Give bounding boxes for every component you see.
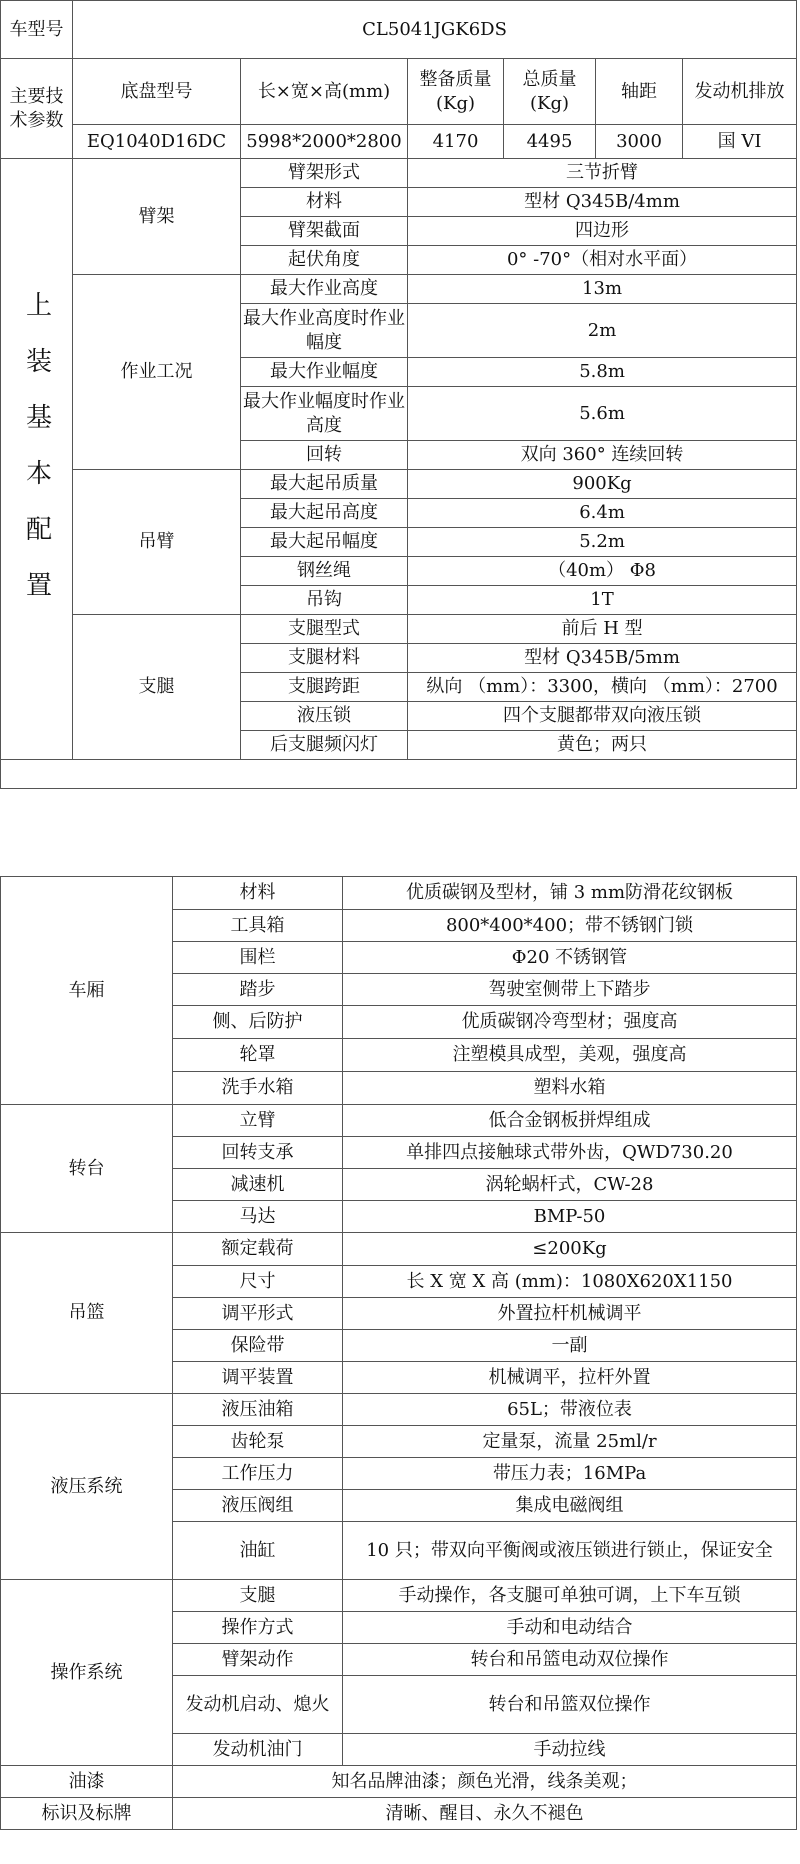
spec-key: 液压油箱 — [173, 1394, 343, 1426]
value-emission: 国 VI — [683, 125, 797, 159]
col-header-chassis: 底盘型号 — [73, 59, 241, 125]
spec-value: 型材 Q345B/5mm — [408, 644, 797, 673]
spec-value: 2m — [408, 304, 797, 358]
spec-value: 转台和吊篮电动双位操作 — [343, 1644, 797, 1676]
spec-key: 马达 — [173, 1201, 343, 1233]
spec-key: 侧、后防护 — [173, 1006, 343, 1039]
group-hydraulic: 液压系统 — [1, 1394, 173, 1580]
value-curb-weight: 4170 — [408, 125, 504, 159]
spec-value: BMP-50 — [343, 1201, 797, 1233]
spec-value: 0° -70°（相对水平面） — [408, 246, 797, 275]
spec-value: 13m — [408, 275, 797, 304]
spec-value: 转台和吊篮双位操作 — [343, 1676, 797, 1734]
spec-value: 优质碳钢冷弯型材；强度高 — [343, 1006, 797, 1039]
spec-key: 油缸 — [173, 1522, 343, 1580]
spec-value: 5.2m — [408, 528, 797, 557]
group-carriage: 车厢 — [1, 877, 173, 1105]
spec-value: 四个支腿都带双向液压锁 — [408, 702, 797, 731]
spec-table-top — [0, 0, 797, 789]
spec-key: 额定载荷 — [173, 1233, 343, 1266]
spec-key: 材料 — [173, 877, 343, 910]
spec-value: 单排四点接触球式带外齿，QWD730.20 — [343, 1137, 797, 1169]
spec-key: 立臂 — [173, 1105, 343, 1137]
spec-value: 6.4m — [408, 499, 797, 528]
spec-value: 定量泵，流量 25ml/r — [343, 1426, 797, 1458]
spec-key: 最大作业高度时作业幅度 — [241, 304, 408, 358]
spec-value: 集成电磁阀组 — [343, 1490, 797, 1522]
group-boom: 臂架 — [73, 159, 241, 275]
spec-key: 支腿材料 — [241, 644, 408, 673]
spec-value: 手动操作，各支腿可单独可调，上下车互锁 — [343, 1580, 797, 1612]
spec-value: 10 只；带双向平衡阀或液压锁进行锁止，保证安全 — [343, 1522, 797, 1580]
group-work-condition: 作业工况 — [73, 275, 241, 470]
spec-key: 工作压力 — [173, 1458, 343, 1490]
spec-key: 调平装置 — [173, 1362, 343, 1394]
spec-key: 最大起吊幅度 — [241, 528, 408, 557]
spec-key: 最大作业幅度时作业高度 — [241, 387, 408, 441]
spec-key: 最大起吊质量 — [241, 470, 408, 499]
spec-value: 驾驶室侧带上下踏步 — [343, 974, 797, 1006]
spec-key: 轮罩 — [173, 1039, 343, 1072]
spec-key: 工具箱 — [173, 910, 343, 942]
spec-key: 保险带 — [173, 1330, 343, 1362]
group-turntable: 转台 — [1, 1105, 173, 1233]
col-header-wheelbase: 轴距 — [596, 59, 683, 125]
spec-value: 800*400*400；带不锈钢门锁 — [343, 910, 797, 942]
spec-value: 长 X 宽 X 高 (mm)：1080X620X1150 — [343, 1266, 797, 1298]
spec-key: 支腿 — [173, 1580, 343, 1612]
value-chassis: EQ1040D16DC — [73, 125, 241, 159]
upper-config-label: 上装基本配置 — [1, 159, 73, 760]
spec-key: 起伏角度 — [241, 246, 408, 275]
group-outrigger: 支腿 — [73, 615, 241, 760]
spec-key: 发动机油门 — [173, 1734, 343, 1766]
spec-value: 65L；带液位表 — [343, 1394, 797, 1426]
spec-key: 齿轮泵 — [173, 1426, 343, 1458]
spacer-row — [1, 760, 797, 789]
spec-key: 踏步 — [173, 974, 343, 1006]
spec-key: 液压阀组 — [173, 1490, 343, 1522]
value-dimensions: 5998*2000*2800 — [241, 125, 408, 159]
spec-value: 手动和电动结合 — [343, 1612, 797, 1644]
spec-key: 围栏 — [173, 942, 343, 974]
spec-key: 臂架截面 — [241, 217, 408, 246]
spec-key: 减速机 — [173, 1169, 343, 1201]
footer-key-paint: 油漆 — [1, 1766, 173, 1798]
col-header-emission: 发动机排放 — [683, 59, 797, 125]
spec-key: 回转 — [241, 441, 408, 470]
spec-value: 注塑模具成型，美观，强度高 — [343, 1039, 797, 1072]
spec-value: 三节折臂 — [408, 159, 797, 188]
spec-value: 纵向 （mm）：3300，横向 （mm）：2700 — [408, 673, 797, 702]
spec-value: 涡轮蜗杆式，CW-28 — [343, 1169, 797, 1201]
value-wheelbase: 3000 — [596, 125, 683, 159]
model-label: 车型号 — [1, 1, 73, 59]
footer-value-label: 清晰、醒目、永久不褪色 — [173, 1798, 797, 1830]
spec-value: 机械调平，拉杆外置 — [343, 1362, 797, 1394]
spec-key: 尺寸 — [173, 1266, 343, 1298]
spec-key: 液压锁 — [241, 702, 408, 731]
spec-value: ≤200Kg — [343, 1233, 797, 1266]
spec-key: 发动机启动、熄火 — [173, 1676, 343, 1734]
spec-value: Φ20 不锈钢管 — [343, 942, 797, 974]
col-header-curb-weight: 整备质量 (Kg) — [408, 59, 504, 125]
spec-value: 塑料水箱 — [343, 1072, 797, 1105]
group-crane-arm: 吊臂 — [73, 470, 241, 615]
spec-key: 最大作业幅度 — [241, 358, 408, 387]
spec-value: 四边形 — [408, 217, 797, 246]
spec-value: 黄色；两只 — [408, 731, 797, 760]
spec-key: 最大起吊高度 — [241, 499, 408, 528]
params-label: 主要技术参数 — [1, 59, 73, 159]
spec-value: 一副 — [343, 1330, 797, 1362]
spec-key: 后支腿频闪灯 — [241, 731, 408, 760]
spec-value: 1T — [408, 586, 797, 615]
spec-value: 手动拉线 — [343, 1734, 797, 1766]
spec-value: 5.8m — [408, 358, 797, 387]
spec-value: 优质碳钢及型材，铺 3 mm防滑花纹钢板 — [343, 877, 797, 910]
spec-value: 前后 H 型 — [408, 615, 797, 644]
footer-key-label: 标识及标牌 — [1, 1798, 173, 1830]
spec-key: 回转支承 — [173, 1137, 343, 1169]
spec-key: 吊钩 — [241, 586, 408, 615]
spec-value: 900Kg — [408, 470, 797, 499]
spec-key: 操作方式 — [173, 1612, 343, 1644]
spec-key: 材料 — [241, 188, 408, 217]
col-header-dimensions: 长×宽×高(mm) — [241, 59, 408, 125]
spec-value: （40m） Φ8 — [408, 557, 797, 586]
spec-value: 型材 Q345B/4mm — [408, 188, 797, 217]
spec-table-bottom — [0, 876, 797, 1830]
spec-key: 臂架形式 — [241, 159, 408, 188]
spec-value: 双向 360° 连续回转 — [408, 441, 797, 470]
group-basket: 吊篮 — [1, 1233, 173, 1394]
spec-key: 调平形式 — [173, 1298, 343, 1330]
spec-value: 低合金钢板拼焊组成 — [343, 1105, 797, 1137]
spec-key: 最大作业高度 — [241, 275, 408, 304]
spec-key: 臂架动作 — [173, 1644, 343, 1676]
spec-key: 支腿跨距 — [241, 673, 408, 702]
group-operation: 操作系统 — [1, 1580, 173, 1766]
value-gross-weight: 4495 — [504, 125, 596, 159]
spec-value: 5.6m — [408, 387, 797, 441]
spec-value: 带压力表；16MPa — [343, 1458, 797, 1490]
spec-key: 洗手水箱 — [173, 1072, 343, 1105]
spec-key: 支腿型式 — [241, 615, 408, 644]
col-header-gross-weight: 总质量 (Kg) — [504, 59, 596, 125]
spec-value: 外置拉杆机械调平 — [343, 1298, 797, 1330]
model-value: CL5041JGK6DS — [73, 1, 797, 59]
spec-key: 钢丝绳 — [241, 557, 408, 586]
footer-value-paint: 知名品牌油漆；颜色光滑，线条美观； — [173, 1766, 797, 1798]
